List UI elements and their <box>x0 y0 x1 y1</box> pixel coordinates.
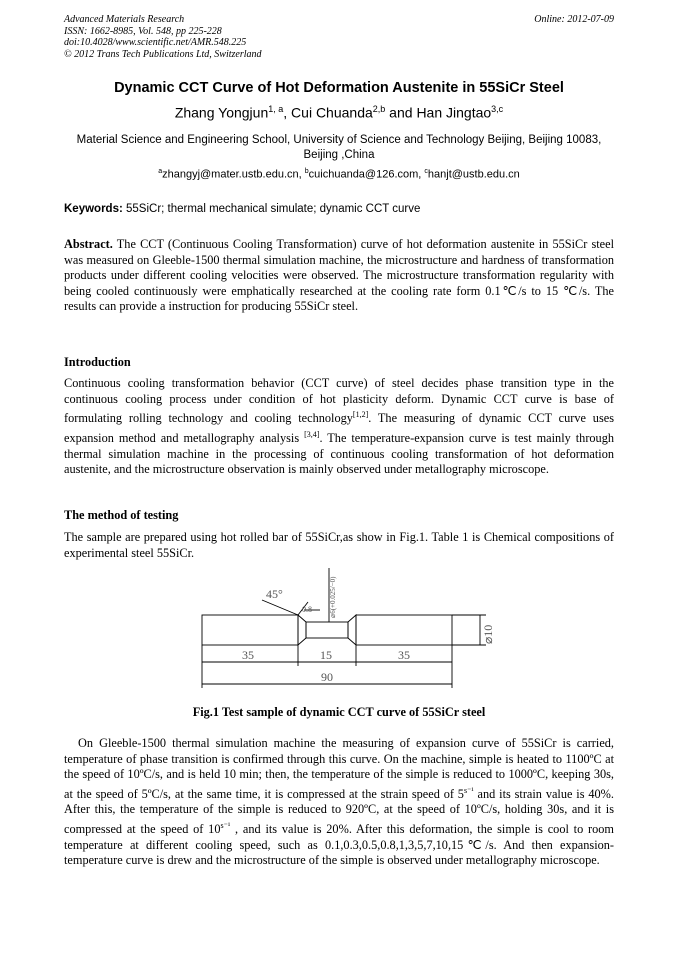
diameter-label: ⌀10 <box>481 624 495 644</box>
intro-paragraph <box>64 376 614 478</box>
method-paragraph: The sample are prepared using hot rolled bar of 55SiCr,as show in Fig.1. Table 1 is Chemical compositions of experimental steel 55SiCr. <box>64 530 614 560</box>
issn: ISSN: 1662-8985, Vol. 548, pp 225-228 <box>64 25 222 37</box>
abstract-label: Abstract. <box>64 237 113 251</box>
dim-total: 90 <box>321 670 333 684</box>
method-heading: The method of testing <box>64 508 179 522</box>
email[interactable]: hanjt@ustb.edu.cn <box>427 168 520 181</box>
email-sup: a <box>158 168 163 175</box>
abstract-text: The CCT (Continuous Cooling Transformation) curve of hot deformation austenite in 55SiCr steel was measured on Gleeble-1500 thermal simulation machine, the microstructure and hardness of transformation products under different cooling velocities were observed. The microstructure transformation regularity with being cooled continuously were emphatically researched at the cooling rate form 0.1℃/s to 15 ℃/s. The results can provide a instruction for producing 55SiCr steel. <box>64 237 614 314</box>
intro-text: . The temperature-expansion curve is test mainly through thermal simulation machine in the processing of continuous cooling transformation of hot deformation austenite, and the microstructure observation is mainly observed under metallography microscope. <box>64 430 615 477</box>
email[interactable]: cuichuanda@126.com <box>308 168 419 181</box>
author-sup: 2,b <box>372 104 386 114</box>
doi: doi:10.4028/www.scientific.net/AMR.548.225 <box>64 37 247 48</box>
author-sup: 3,c <box>491 104 504 114</box>
body-paragraph <box>64 736 614 869</box>
author-sup: 1, a <box>268 104 284 114</box>
journal-name: Advanced Materials Research <box>64 14 185 25</box>
radius-label: 0.8 <box>302 605 312 614</box>
email-sup: c <box>424 168 428 175</box>
citation[interactable]: [3,4] <box>304 429 320 439</box>
sample-taper-left <box>298 615 306 645</box>
author-list <box>0 104 678 121</box>
author-name: Zhang Yongjun <box>174 104 269 121</box>
dim-middle: 15 <box>320 648 332 662</box>
figure-caption: Fig.1 Test sample of dynamic CCT curve of 55SiCr steel <box>192 705 486 719</box>
abstract <box>64 237 614 315</box>
body-text: and its strain value is 40%. After this, the temperature of the simple is reduced to 920ºC, at the speed of 10ºC/s, holding 30s, and it is compressed at the speed of 10 <box>64 786 614 837</box>
email-list: $^a$zhangyj@mater.ustb.edu.cn, $^b$cuichuanda@126.com, $^c$hanjt@ustb.edu.cn <box>158 168 520 181</box>
keywords-text: 55SiCr; thermal mechanical simulate; dynamic CCT curve <box>122 203 421 215</box>
sample-right-section <box>356 615 452 645</box>
author-name: Cui Chuanda <box>291 104 373 121</box>
author-name: Han Jingtao <box>416 104 492 121</box>
keywords-label: Keywords: <box>64 203 123 215</box>
author-separator: and <box>385 104 417 121</box>
sample-gauge-section <box>306 622 348 638</box>
intro-text: . The measuring of dynamic CCT curve uses expansion method and metallography analysis <box>64 411 614 445</box>
author-separator: , <box>283 104 292 121</box>
dim-right: 35 <box>398 648 410 662</box>
intro-heading: Introduction <box>64 355 131 369</box>
copyright: © 2012 Trans Tech Publications Ltd, Switzerland <box>64 48 262 60</box>
unit: s⁻¹ <box>220 821 231 831</box>
email-sup: b <box>304 168 309 175</box>
unit: s⁻¹ <box>463 785 474 795</box>
sample-left-section <box>202 615 298 645</box>
intro-text: Continuous cooling transformation behavior (CCT curve) of steel decides phase transition type in the continuous cooling process under condition of hot plasticity deform. Dynamic CCT curve is base of formulating rolling technology and cooling technology <box>64 376 614 426</box>
email[interactable]: zhangyj@mater.ustb.edu.cn <box>162 168 299 181</box>
paper-title: Dynamic CCT Curve of Hot Deformation Austenite in 55SiCr Steel <box>114 80 564 96</box>
online-date: Online: 2012-07-09 <box>534 14 614 25</box>
citation[interactable]: [1,2] <box>352 410 369 420</box>
keywords <box>64 203 614 215</box>
dim-left: 35 <box>242 648 254 662</box>
body-text: , and its value is 20%. After this deformation, the simple is cool to room temperature at different cooling speed, such as 0.1,0.3,0.5,0.8,1,3,5,7,10,15℃/s. And then expansion-temperature curve is drew and the microstructure of the simple is observed under metallography microscope. <box>64 822 615 868</box>
tolerance-label: ⌀6(+0.025/−0) <box>329 576 337 618</box>
body-text: On Gleeble-1500 thermal simulation machine the measuring of expansion curve of 55SiCr is carried, temperature of phase transition is confirmed through this curve. On the machine, simple is heated to 1100ºC at the speed of 10ºC/s, and is held 10 min; then, the temperature of the simple is reduced to 1000ºC, keeping 30s, at the speed of 5ºC/s, at the same time, it is compressed at the strain speed of 5 <box>64 736 614 801</box>
test-sample-figure <box>190 562 500 690</box>
journal-header <box>64 14 262 60</box>
angle-label: 45° <box>266 587 283 601</box>
affiliation: Material Science and Engineering School, University of Science and Technology Beijing, Beijing 10083, Beijing ,China <box>76 134 602 161</box>
sample-taper-right <box>348 615 356 645</box>
